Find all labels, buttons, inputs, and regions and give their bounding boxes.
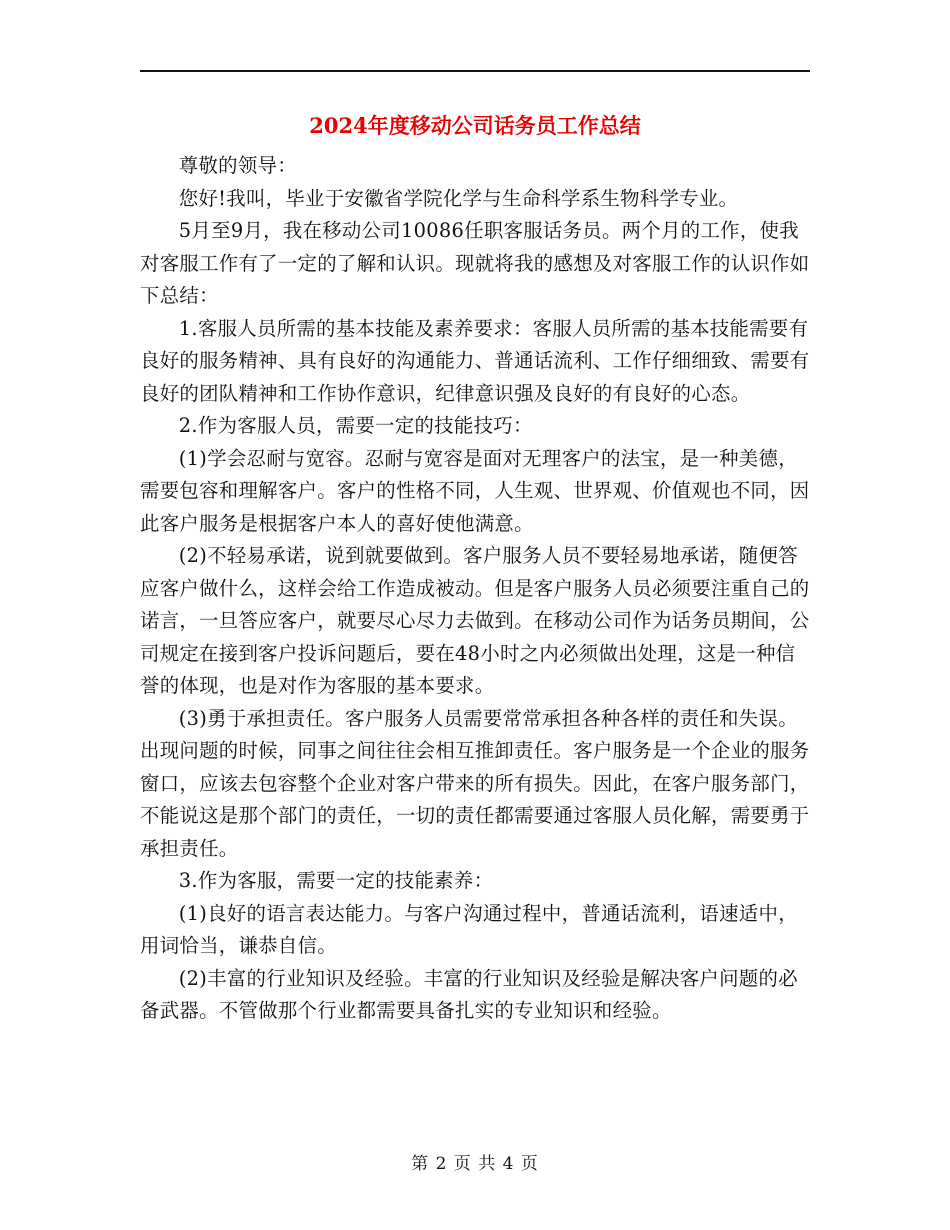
paragraph-section-2-item-3: (3)勇于承担责任。客户服务人员需要常常承担各种各样的责任和失误。出现问题的时候，同事之间往往会相互推卸责任。客户服务是一个企业的服务窗口，应该去包容整个企业对客户带来的所有损失。因此，在客户服务部门，不能说这是那个部门的责任，一切的责任都需要通过客服人员化解，需要勇于承担责任。: [140, 706, 810, 860]
paragraph-section-2-item-1: (1)学会忍耐与宽容。忍耐与宽容是面对无理客户的法宝，是一种美德，需要包容和理解客户。客户的性格不同，人生观、世界观、价值观也不同，因此客户服务是根据客户本人的喜好使他满意。: [140, 446, 810, 535]
document-body: [140, 150, 812, 1028]
paragraph-section-3-item-2: (2)丰富的行业知识及经验。丰富的行业知识及经验是解决客户问题的必备武器。不管做那个行业都需要具备扎实的专业知识和经验。: [140, 966, 798, 1022]
paragraph-intro: 5月至9月，我在移动公司10086任职客服话务员。两个月的工作，使我对客服工作有了一定的了解和认识。现就将我的感想及对客服工作的认识作如下总结：: [140, 219, 810, 307]
paragraph-greeting: 您好!我叫，毕业于安徽省学院化学与生命科学系生物科学专业。: [178, 186, 739, 210]
paragraph-section-3-heading: 3.作为客服，需要一定的技能素养：: [178, 869, 494, 892]
page-footer: [0, 1152, 950, 1176]
header-rule: [140, 70, 810, 72]
page-number-label: 第 2 页 共 4 页: [411, 1154, 539, 1174]
document-title: 2024年度移动公司话务员工作总结: [309, 113, 641, 138]
paragraph-section-3-item-1: (1)良好的语言表达能力。与客户沟通过程中，普通话流利，语速适中，用词恰当，谦恭自信。: [140, 901, 798, 957]
salutation: 尊敬的领导：: [178, 154, 297, 177]
paragraph-section-2-item-2: (2)不轻易承诺，说到就要做到。客户服务人员不要轻易地承诺，随便答应客户做什么，这样会给工作造成被动。但是客户服务人员必须要注重自己的诺言，一旦答应客户，就要尽心尽力去做到。在移动公司作为话务员期间，公司规定在接到客户投诉问题后，要在48小时之内必须做出处理，这是一种信誉的体现，也是对作为客服的基本要求。: [140, 544, 810, 697]
paragraph-section-1: 1.客服人员所需的基本技能及素养要求：客服人员所需的基本技能需要有良好的服务精神、具有良好的沟通能力、普通话流利、工作仔细细致、需要有良好的团队精神和工作协作意识，纪律意识强及良好的有良好的心态。: [140, 316, 810, 405]
paragraph-section-2-heading: 2.作为客服人员，需要一定的技能技巧：: [178, 414, 533, 437]
